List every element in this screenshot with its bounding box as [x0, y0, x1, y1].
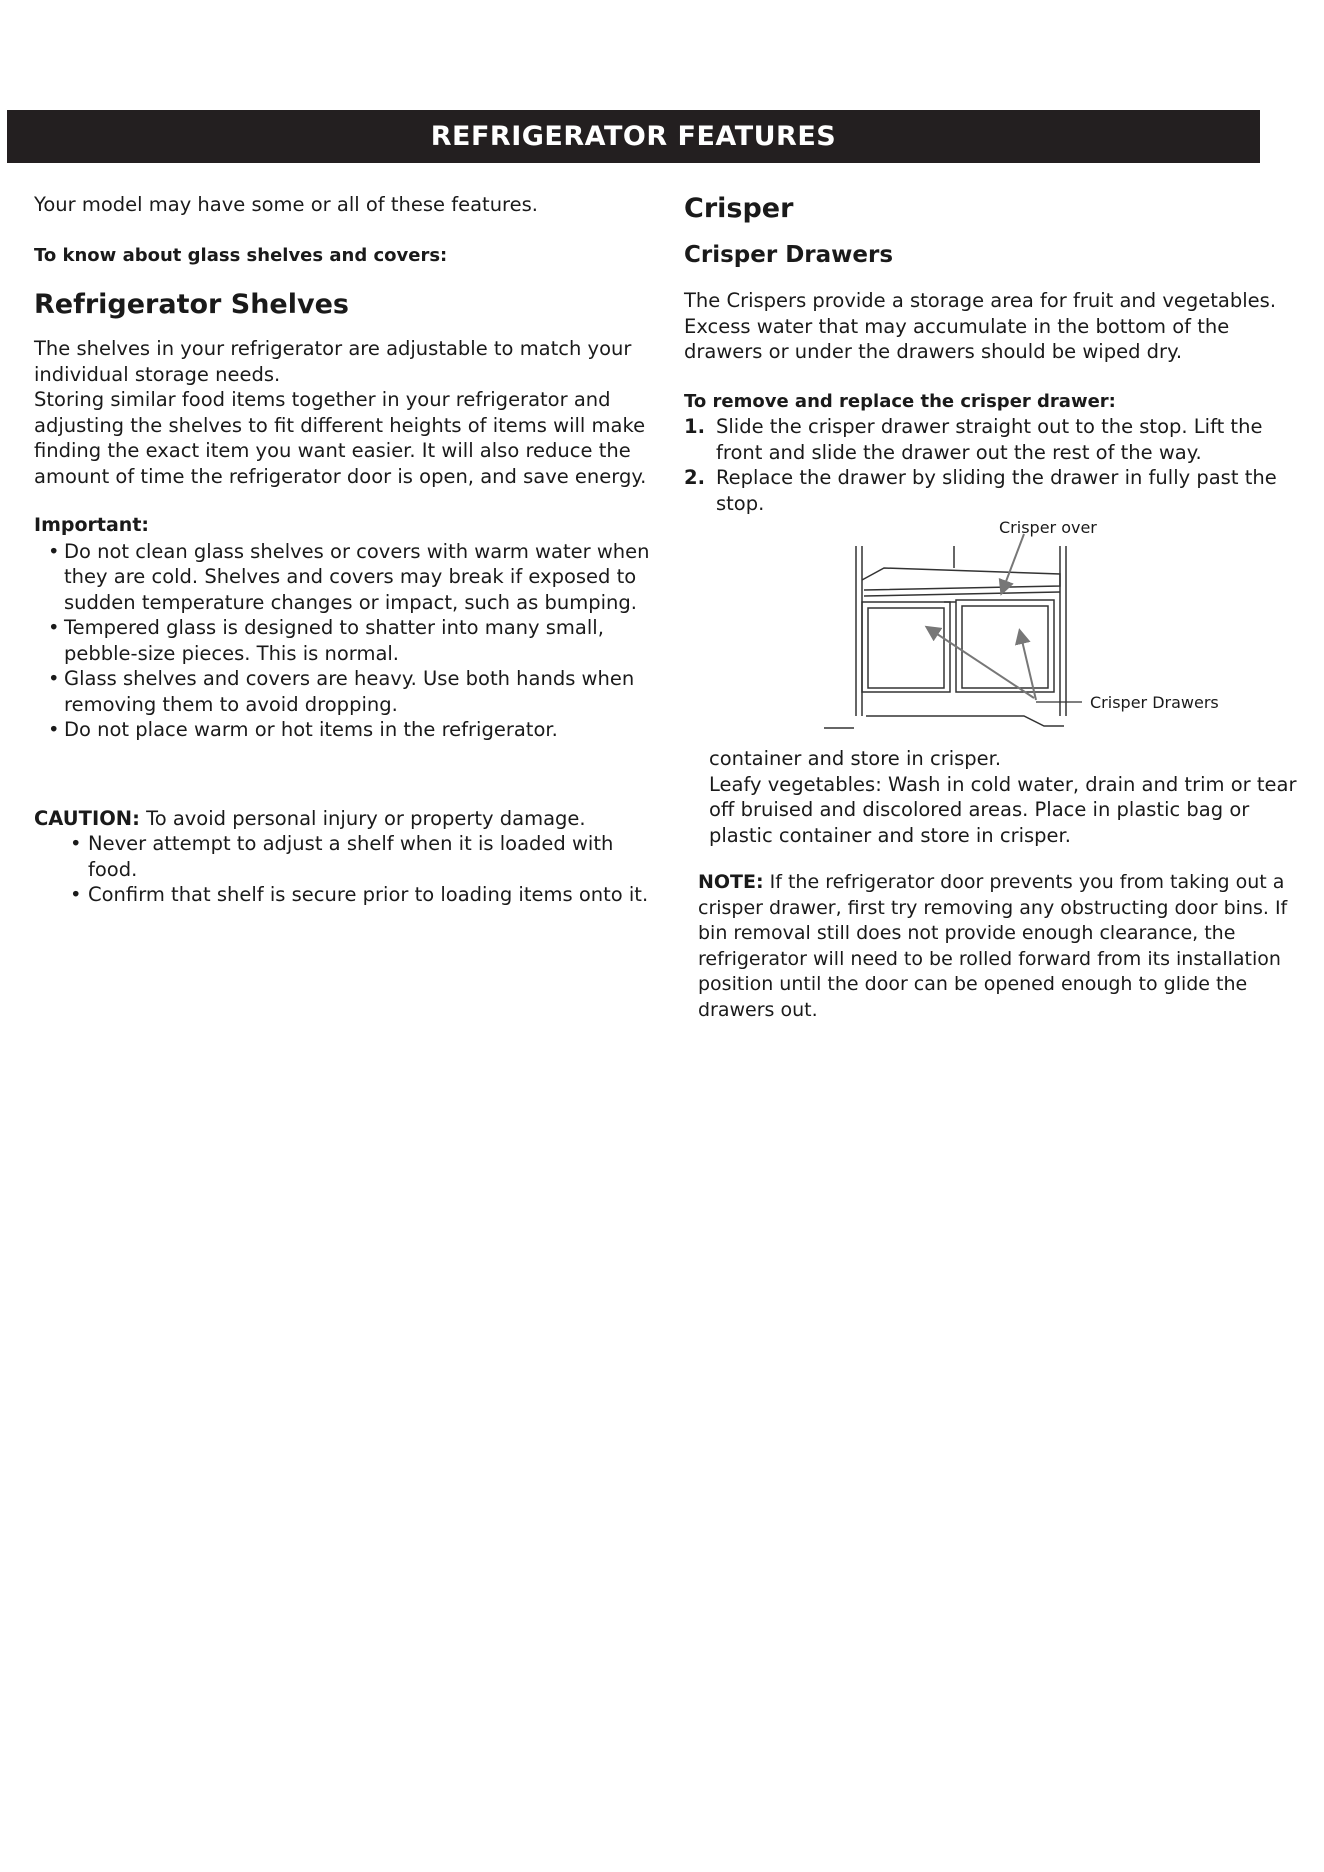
page-title: REFRIGERATOR FEATURES — [430, 121, 837, 152]
intro-text: Your model may have some or all of these features. — [34, 193, 538, 216]
shelves-text — [34, 336, 654, 489]
shelves-paragraph: Storing similar food items together in your refrigerator and adjusting the shelves to fit different heights of items will make finding the exact item you want easier. It will also reduce the amount of time the refrigerator door is open, and save energy. — [34, 388, 647, 488]
steps-list — [684, 414, 1304, 516]
shelves-heading: Refrigerator Shelves — [34, 289, 349, 320]
step-text: Slide the crisper drawer straight out to the stop. Lift the front and slide the drawer out the rest of the way. — [716, 415, 1263, 464]
vegetable-storage-text — [684, 746, 1304, 848]
step-number: 1. — [684, 415, 705, 438]
important-title: Important: — [34, 514, 150, 536]
list-item: • Glass shelves and covers are heavy. Use both hands when removing them to avoid dropping. — [34, 666, 654, 717]
page-header-banner — [7, 110, 1260, 163]
crisper-paragraph: Excess water that may accumulate in the bottom of the drawers or under the drawers should be wiped dry. — [684, 314, 1230, 363]
list-item: • Tempered glass is designed to shatter into many small, pebble-size pieces. This is normal. — [34, 615, 654, 666]
left-column — [34, 192, 654, 908]
crisper-drawers-label: Crisper Drawers — [1090, 693, 1219, 712]
caution-section — [34, 806, 654, 908]
list-item: • Confirm that shelf is secure prior to loading items onto it. — [34, 882, 654, 908]
caution-list — [34, 831, 654, 908]
shelves-paragraph: The shelves in your refrigerator are adjustable to match your individual storage needs. — [34, 337, 632, 386]
caution-text: To avoid personal injury or property damage. — [146, 806, 586, 830]
remove-replace-label: To remove and replace the crisper drawer: — [684, 390, 1116, 412]
vegetable-paragraph: container and store in crisper. — [709, 747, 1002, 770]
vegetable-paragraph: Leafy vegetables: Wash in cold water, drain and trim or tear off bruised and discolored areas. Place in plastic bag or plastic container and store in crisper. — [709, 772, 1297, 847]
crisper-diagram — [684, 516, 1304, 746]
step-item — [684, 414, 1304, 465]
note-label: NOTE: — [698, 871, 764, 893]
list-item: • Never attempt to adjust a shelf when it is loaded with food. — [34, 831, 654, 882]
important-list — [34, 539, 654, 743]
crisper-drawers-heading: Crisper Drawers — [684, 242, 894, 268]
step-number: 2. — [684, 466, 705, 489]
crisper-text — [684, 288, 1304, 365]
list-item: • Do not clean glass shelves or covers with warm water when they are cold. Shelves and covers may break if exposed to sudden temperature changes or impact, such as bumping. — [34, 539, 654, 616]
caution-line — [34, 806, 654, 832]
caution-label: CAUTION: — [34, 806, 140, 830]
step-item — [684, 465, 1304, 516]
glass-shelves-label: To know about glass shelves and covers: — [34, 244, 448, 266]
crisper-cover-label: Crisper over — [999, 518, 1097, 537]
crisper-heading: Crisper — [684, 193, 794, 224]
crisper-paragraph: The Crispers provide a storage area for fruit and vegetables. — [684, 289, 1277, 312]
note-section — [684, 870, 1304, 1023]
note-text: If the refrigerator door prevents you from taking out a crisper drawer, first try removing any obstructing door bins. If bin removal still does not provide enough clearance, the refrigerator will need to be rolled forward from its installation position until the door can be opened enough to glide the drawers out. — [698, 871, 1288, 1021]
right-column — [684, 192, 1304, 1023]
list-item: • Do not place warm or hot items in the refrigerator. — [34, 717, 654, 743]
step-text: Replace the drawer by sliding the drawer in fully past the stop. — [716, 466, 1277, 515]
important-section — [34, 513, 654, 743]
